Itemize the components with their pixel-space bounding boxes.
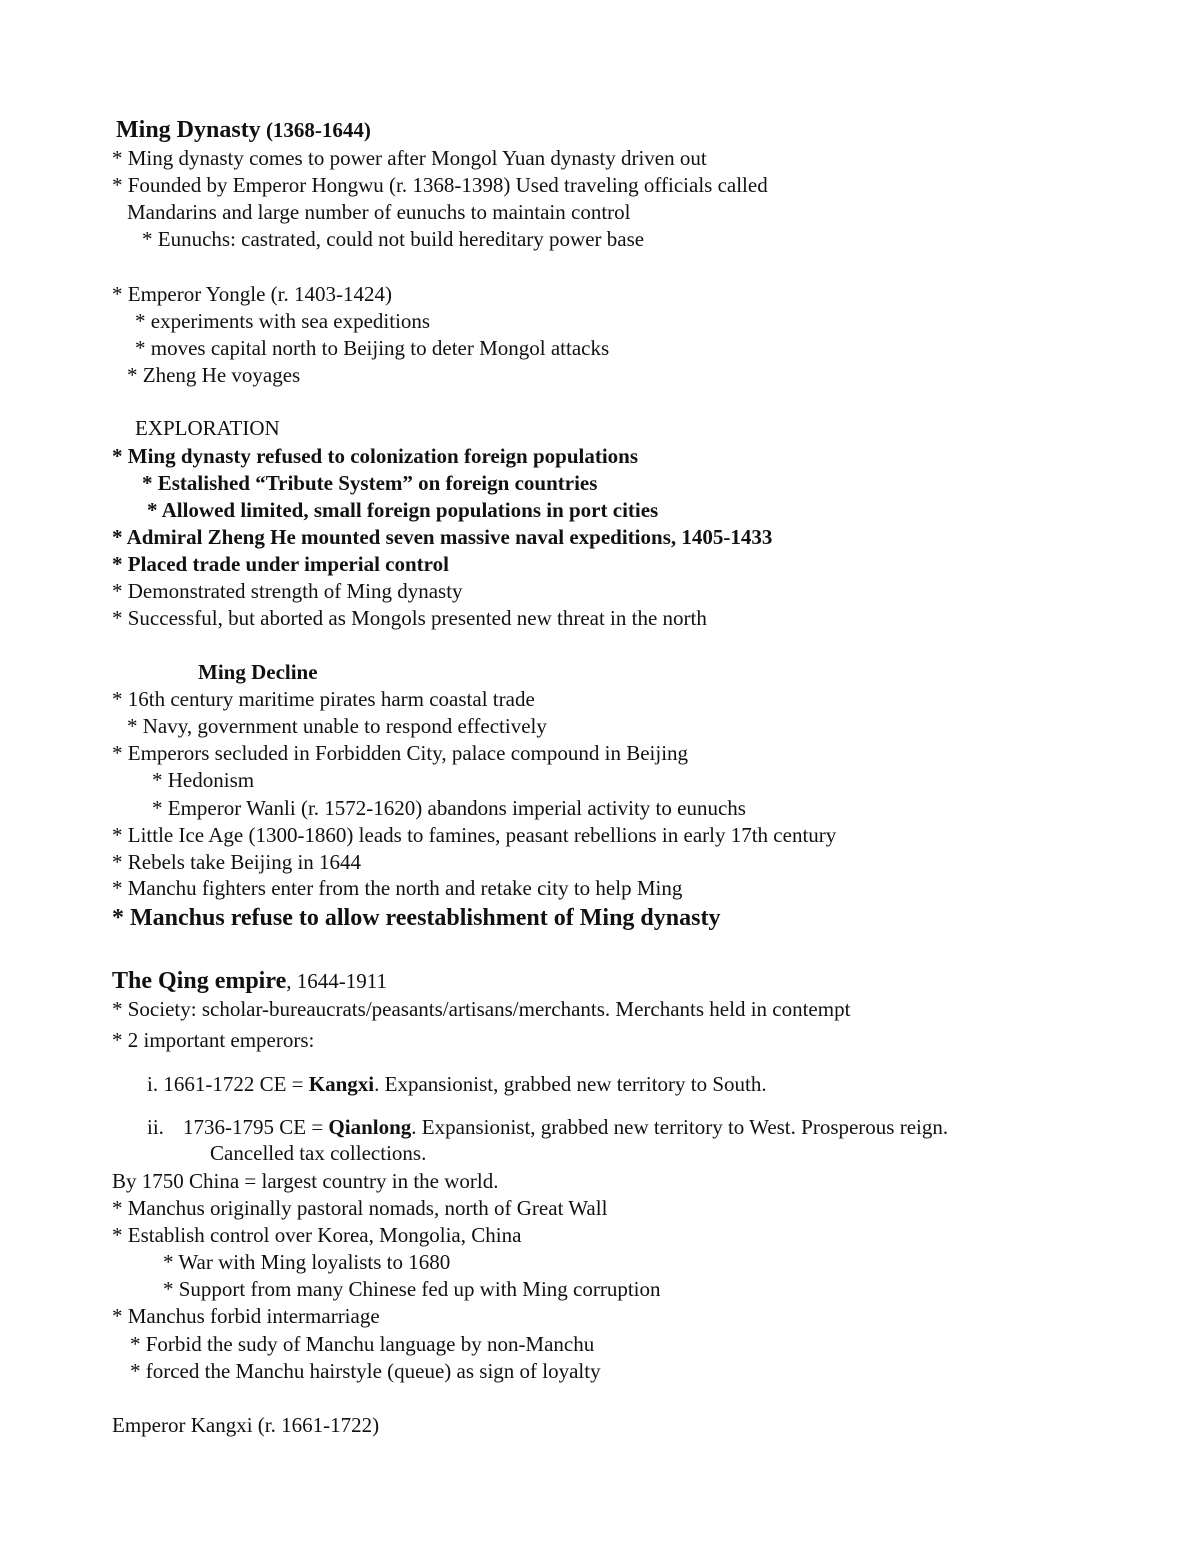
exploration-point: * Demonstrated strength of Ming dynasty	[112, 579, 463, 603]
qing-point: * Manchus originally pastoral nomads, north of Great Wall	[112, 1196, 608, 1220]
exploration-heading: EXPLORATION	[135, 416, 280, 440]
qing-emperors-intro: * 2 important emperors:	[112, 1028, 315, 1052]
qing-point: * Forbid the sudy of Manchu language by non-Manchu	[130, 1332, 595, 1356]
qing-point: * War with Ming loyalists to 1680	[163, 1250, 451, 1274]
qing-point: * Manchus forbid intermarriage	[112, 1304, 380, 1328]
decline-point: * Navy, government unable to respond effectively	[127, 714, 547, 738]
emperor-item-kangxi	[147, 1071, 767, 1097]
ming-title-dates: (1368-1644)	[265, 118, 371, 142]
exploration-point: * Allowed limited, small foreign populations in port cities	[147, 498, 659, 522]
qing-title-text: The Qing empire	[112, 968, 287, 994]
emperor-name: Kangxi	[308, 1072, 375, 1096]
emperor-item-continuation: Cancelled tax collections.	[210, 1141, 427, 1165]
emperor-item-qianlong	[183, 1114, 948, 1140]
exploration-point: * Admiral Zheng He mounted seven massive naval expeditions, 1405-1433	[112, 525, 773, 549]
ming-point: * Emperor Yongle (r. 1403-1424)	[112, 282, 392, 306]
ming-point: * Ming dynasty comes to power after Mongol Yuan dynasty driven out	[112, 146, 707, 170]
emperor-item-text: . Expansionist, grabbed new territory to West. Prosperous reign.	[411, 1115, 949, 1139]
decline-point: * Little Ice Age (1300-1860) leads to famines, peasant rebellions in early 17th century	[112, 823, 837, 847]
ming-point: * experiments with sea expeditions	[135, 309, 431, 333]
decline-point: * Emperor Wanli (r. 1572-1620) abandons imperial activity to eunuchs	[152, 796, 746, 820]
decline-point: * Manchu fighters enter from the north and retake city to help Ming	[112, 876, 683, 900]
exploration-point: * Estalished “Tribute System” on foreign countries	[142, 471, 598, 495]
qing-title	[112, 968, 387, 994]
exploration-point: * Placed trade under imperial control	[112, 552, 449, 576]
exploration-point: * Successful, but aborted as Mongols presented new threat in the north	[112, 606, 707, 630]
emperor-item-text: . Expansionist, grabbed new territory to South.	[374, 1072, 767, 1096]
decline-point: * 16th century maritime pirates harm coastal trade	[112, 687, 535, 711]
kangxi-heading: Emperor Kangxi (r. 1661-1722)	[112, 1413, 380, 1437]
ming-point: * moves capital north to Beijing to deter Mongol attacks	[135, 336, 610, 360]
ming-point: * Founded by Emperor Hongwu (r. 1368-1398) Used traveling officials called	[112, 173, 768, 197]
ming-point: * Eunuchs: castrated, could not build hereditary power base	[142, 227, 645, 251]
qing-point: * forced the Manchu hairstyle (queue) as sign of loyalty	[130, 1359, 601, 1383]
exploration-point: * Ming dynasty refused to colonization foreign populations	[112, 444, 639, 468]
decline-heading: Ming Decline	[198, 660, 318, 684]
qing-point: By 1750 China = largest country in the world.	[112, 1169, 499, 1193]
decline-point: * Manchus refuse to allow reestablishment of Ming dynasty	[112, 905, 721, 931]
ming-title-text: Ming Dynasty	[116, 117, 261, 143]
decline-point: * Emperors secluded in Forbidden City, palace compound in Beijing	[112, 741, 689, 765]
qing-society: * Society: scholar-bureaucrats/peasants/artisans/merchants. Merchants held in contempt	[112, 997, 851, 1021]
ming-point: Mandarins and large number of eunuchs to maintain control	[127, 200, 631, 224]
emperor-item-number: ii.	[147, 1115, 164, 1139]
emperor-item-text: 1736-1795 CE =	[183, 1115, 329, 1139]
decline-point: * Hedonism	[152, 768, 255, 792]
qing-title-dates: , 1644-1911	[286, 969, 387, 993]
emperor-item-text: i. 1661-1722 CE =	[147, 1072, 309, 1096]
decline-point: * Rebels take Beijing in 1644	[112, 850, 362, 874]
ming-point: * Zheng He voyages	[127, 363, 301, 387]
ming-title	[116, 117, 371, 143]
emperor-name: Qianlong	[328, 1115, 412, 1139]
qing-point: * Establish control over Korea, Mongolia, China	[112, 1223, 522, 1247]
qing-point: * Support from many Chinese fed up with Ming corruption	[163, 1277, 661, 1301]
